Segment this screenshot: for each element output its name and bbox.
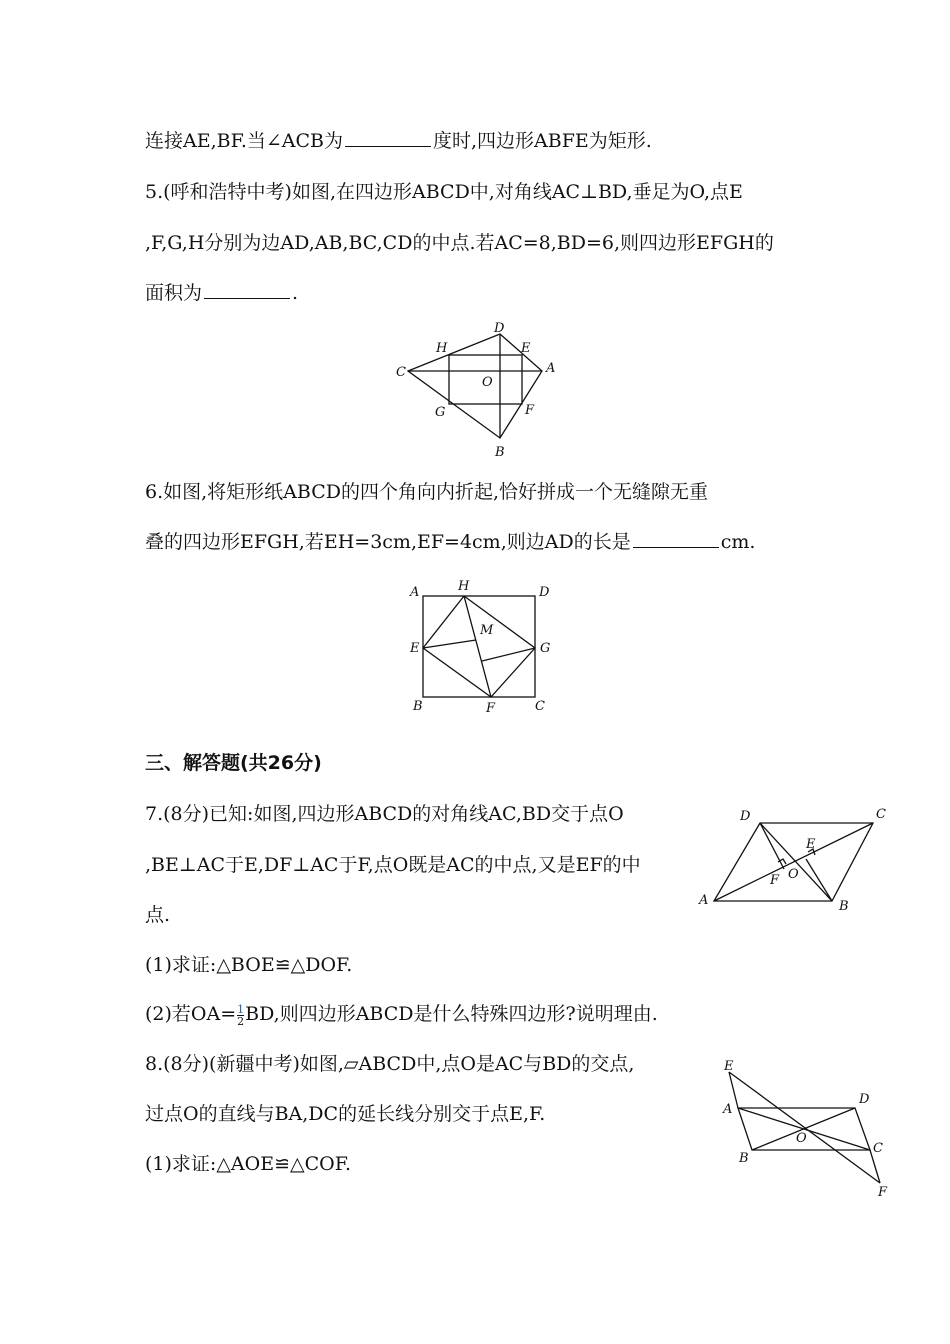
fig8-label-f: F [878,1185,888,1200]
fig6-label-g: G [540,641,551,656]
fig6-label-h: H [458,579,470,594]
q6-line-1: 6.如图,将矩形纸ABCD的四个角向内折起,恰好拼成一个无缝隙无重 [145,481,709,503]
q4-text-1: 连接AE,BF.当∠ACB为 [145,130,343,152]
fig5-label-h: H [436,341,448,356]
q6-unit: cm. [720,531,756,553]
fig7-label-b: B [839,899,849,914]
q5-line-2: ,F,G,H分别为边AD,AB,BC,CD的中点.若AC=8,BD=6,则四边形EFGH的 [145,232,774,254]
fig8-label-d: D [859,1092,870,1107]
fig6-label-b: B [413,699,423,714]
fig7-label-e: E [806,837,816,852]
fig6-label-m: M [480,623,494,638]
q5-line-1: 5.(呼和浩特中考)如图,在四边形ABCD中,对角线AC⊥BD,垂足为O,点E [145,181,743,203]
fig8-label-c: C [873,1141,883,1156]
fig7-label-a: A [699,893,709,908]
q7-part2-text-1: (2)若OA= [145,1003,237,1025]
fig7-label-f: F [770,873,780,888]
fig5-label-d: D [494,321,505,336]
fraction-denominator: 2 [237,1014,245,1028]
q8-line-1: 8.(8分)(新疆中考)如图,▱ABCD中,点O是AC与BD的交点, [145,1053,635,1075]
q7-line-3: 点. [145,904,171,926]
fig6-label-c: C [535,699,545,714]
fig8-label-o: O [796,1131,807,1146]
fig5-label-g: G [435,405,446,420]
fig5-label-o: O [482,375,493,390]
fraction-numerator: 1 [237,1002,245,1016]
q4-text-2: 度时,四边形ABFE为矩形. [433,130,652,152]
fig6-label-d: D [539,585,550,600]
fig7-label-c: C [876,807,886,822]
fig8-label-e: E [724,1059,734,1074]
q6-text: 叠的四边形EFGH,若EH=3cm,EF=4cm,则边AD的长是 [145,531,631,553]
fig7-label-d: D [740,809,751,824]
q7-part2-text-2: BD,则四边形ABCD是什么特殊四边形?说明理由. [245,1003,658,1025]
fig8-label-b: B [739,1151,749,1166]
fig5-label-b: B [495,445,505,460]
fig5-label-f: F [525,403,535,418]
q7-line-1: 7.(8分)已知:如图,四边形ABCD的对角线AC,BD交于点O [145,803,624,825]
q5-period: . [292,282,299,304]
fig5-label-e: E [521,341,531,356]
fig6-label-e: E [410,641,420,656]
fig8-label-a: A [723,1102,733,1117]
q8-line-2: 过点O的直线与BA,DC的延长线分别交于点E,F. [145,1103,546,1125]
fig5-label-c: C [396,365,406,380]
section-heading: 三、解答题(共26分) [145,752,322,774]
q8-part-1: (1)求证:△AOE≌△COF. [145,1153,352,1175]
fig5-label-a: A [546,361,556,376]
q5-text: 面积为 [145,282,203,304]
fig6-label-a: A [410,585,420,600]
q7-part-1: (1)求证:△BOE≌△DOF. [145,954,353,976]
q7-line-2: ,BE⊥AC于E,DF⊥AC于F,点O既是AC的中点,又是EF的中 [145,854,641,876]
fig6-label-f: F [486,701,496,716]
fig7-label-o: O [788,867,799,882]
